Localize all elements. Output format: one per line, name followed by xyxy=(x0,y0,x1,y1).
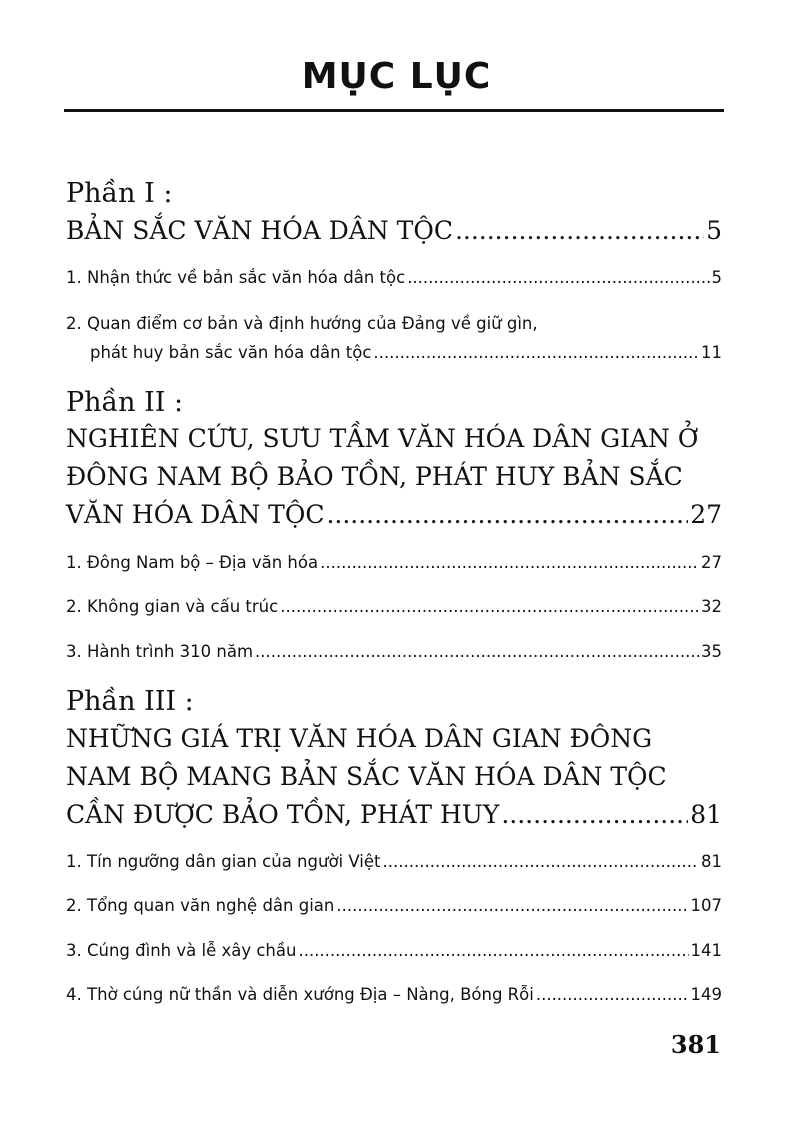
toc-entry-3-4[interactable] xyxy=(66,985,722,1004)
toc-entry-3-2[interactable] xyxy=(66,896,722,915)
dot-leader xyxy=(298,941,688,960)
part-3-page: 81 xyxy=(690,800,722,829)
part-2-page: 27 xyxy=(690,500,722,529)
part-1-page: 5 xyxy=(706,216,722,245)
toc-entry-2-1[interactable] xyxy=(66,553,722,572)
entry-text: 2. Không gian và cấu trúc xyxy=(66,597,279,616)
part-1-title-text: BẢN SẮC VĂN HÓA DÂN TỘC xyxy=(66,216,453,245)
dot-leader xyxy=(501,800,688,829)
toc-entry-2-2[interactable] xyxy=(66,597,722,616)
entry-page: 32 xyxy=(701,597,722,616)
dot-leader xyxy=(407,268,709,287)
dot-leader xyxy=(455,216,704,245)
part-2-title[interactable] xyxy=(66,500,722,529)
part-3-title-line-1: NHỮNG GIÁ TRỊ VĂN HÓA DÂN GIAN ĐÔNG xyxy=(66,724,653,753)
dot-leader xyxy=(255,642,699,661)
entry-text: 1. Đông Nam bộ – Địa văn hóa xyxy=(66,553,319,572)
toc-entry-1-2-line-1[interactable] xyxy=(66,314,722,333)
dot-leader xyxy=(326,500,688,529)
entry-page: 149 xyxy=(690,985,722,1004)
entry-text: 2. Quan điểm cơ bản và định hướng của Đảng về giữ gìn, xyxy=(66,314,538,333)
toc-entry-2-3[interactable] xyxy=(66,642,722,661)
dot-leader xyxy=(383,852,700,871)
entry-text: 3. Hành trình 310 năm xyxy=(66,642,254,661)
part-2-label: Phần II : xyxy=(66,387,184,418)
dot-leader xyxy=(536,985,689,1004)
dot-leader xyxy=(320,553,699,572)
dot-leader xyxy=(336,896,688,915)
part-3-title[interactable] xyxy=(66,800,722,829)
part-1-label: Phần I : xyxy=(66,178,173,209)
entry-text: 4. Thờ cúng nữ thần và diễn xướng Địa – Nàng, Bóng Rỗi xyxy=(66,985,534,1004)
title-rule xyxy=(64,109,724,112)
page-number: 381 xyxy=(670,1030,721,1059)
dot-leader xyxy=(373,343,699,362)
part-3-label: Phần III : xyxy=(66,686,194,717)
page-title: MỤC LỤC xyxy=(301,56,492,97)
part-3-title-line-2: NAM BỘ MANG BẢN SẮC VĂN HÓA DÂN TỘC xyxy=(66,762,667,791)
entry-page: 81 xyxy=(701,852,722,871)
entry-page: 107 xyxy=(690,896,722,915)
entry-text: 2. Tổng quan văn nghệ dân gian xyxy=(66,896,335,915)
entry-page: 141 xyxy=(690,941,722,960)
toc-entry-3-1[interactable] xyxy=(66,852,722,871)
dot-leader xyxy=(280,597,699,616)
part-3-title-text: CẦN ĐƯỢC BẢO TỒN, PHÁT HUY xyxy=(66,800,500,829)
entry-page: 11 xyxy=(701,343,722,362)
entry-text: phát huy bản sắc văn hóa dân tộc xyxy=(90,343,372,362)
entry-page: 5 xyxy=(711,268,722,287)
entry-page: 27 xyxy=(701,553,722,572)
entry-text: 3. Cúng đình và lễ xây chầu xyxy=(66,941,297,960)
entry-text: 1. Tín ngưỡng dân gian của người Việt xyxy=(66,852,381,871)
part-2-title-line-2: ĐÔNG NAM BỘ BẢO TỒN, PHÁT HUY BẢN SẮC xyxy=(66,462,683,491)
toc-entry-3-3[interactable] xyxy=(66,941,722,960)
toc-entry-1-1[interactable] xyxy=(66,268,722,287)
entry-text: 1. Nhận thức về bản sắc văn hóa dân tộc xyxy=(66,268,406,287)
part-2-title-text: VĂN HÓA DÂN TỘC xyxy=(66,500,325,529)
part-2-title-line-1: NGHIÊN CỨU, SƯU TẦM VĂN HÓA DÂN GIAN Ở xyxy=(66,424,699,453)
part-1-title[interactable] xyxy=(66,216,722,245)
toc-entry-1-2[interactable] xyxy=(66,343,722,362)
entry-page: 35 xyxy=(701,642,722,661)
